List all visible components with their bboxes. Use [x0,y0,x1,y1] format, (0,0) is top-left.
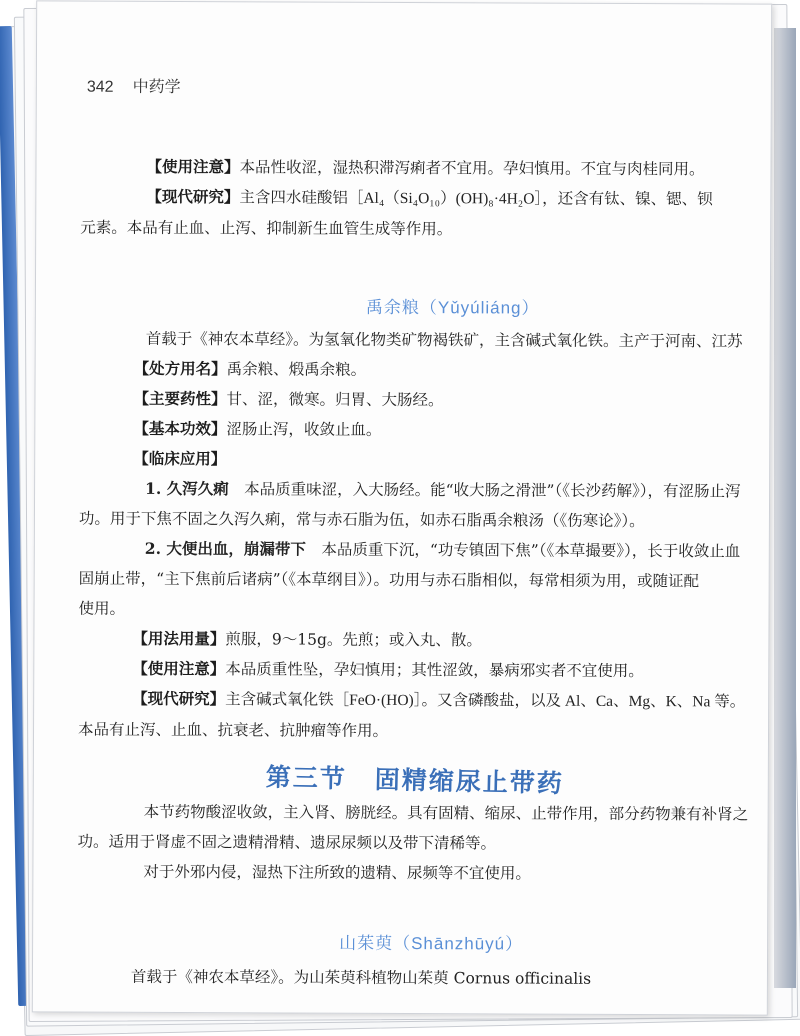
text-line: 【临床应用】 [133,448,227,469]
text-line: 2. 大便出血，崩漏带下 本品质重下沉，“功专镇固下焦”（《本草撮要》），长于收敛止血 [144,538,741,561]
book-title: 中药学 [132,76,181,97]
text-line: 1. 久泻久痢 本品质重味涩，入大肠经。能“收大肠之滑泄”（《长沙药解》），有涩肠止泻 [145,478,741,501]
text-line: 【现代研究】主含四水硅酸铝［Al₄（Si₄O₁₀）(OH)₈·4H₂O］，还含有钛、镍、锶、钡 [146,186,713,209]
text-line: 功。用于下焦不固之久泻久痢，常与赤石脂为伍，如赤石脂禹余粮汤（《伤寒论》）。 [78,509,645,531]
text-line: 首载于《神农本草经》。为氢氧化物类矿物褐铁矿，主含碱式氧化铁。主产于河南、江苏 [145,329,743,351]
page-header [87,74,181,97]
text-line: 功。适用于肾虚不固之遗精滑精、遗尿尿频以及带下清稀等。 [77,832,497,853]
text-line: 【用法用量】煎服，9～15g。先煎；或入丸、散。 [132,628,482,650]
text-line: 【处方用名】禹余粮、煅禹余粮。 [133,358,367,379]
text-line: 【使用注意】本品性收涩，湿热积滞泻痢者不宜用。孕妇慎用。不宜与肉桂同用。 [146,156,705,179]
herb-title-shanzhuyu: 山茱萸（Shānzhūyú） [339,933,524,954]
text-line: 元素。本品有止血、止泻、抑制新生血管生成等作用。 [80,218,453,239]
page-number: 342 [86,78,114,96]
text-line: 首载于《神农本草经》。为山茱萸科植物山茱萸 Cornus officinalis [130,967,592,988]
text-line: 本品有止泻、止血、抗衰老、抗肿瘤等作用。 [77,720,389,740]
page-stack-edge [774,28,796,988]
section-heading [265,758,592,801]
text-line: 【现代研究】主含碱式氧化铁［FeO·(HO)］。又含磷酸盐，以及 Al、Ca、Mg、K、Na 等。 [132,688,746,711]
block-prev-herb [76,152,713,246]
text-line: 【使用注意】本品质重性坠，孕妇慎用；其性涩敛，暴病邪实者不宜使用。 [132,658,644,681]
text-line: 【基本功效】涩肠止泻，收敛止血。 [133,418,382,439]
herb-title-yuyuliang: 禹余粮（Yǔyúliáng） [365,297,540,318]
block-yuyuliang [74,324,747,748]
section-number: 第三节 [265,762,348,794]
text-line: 使用。 [78,599,126,618]
text-line: 本节药物酸涩收敛，主入肾、膀胱经。具有固精、缩尿、止带作用，部分药物兼有补肾之 [143,802,749,824]
book-page [32,0,772,1015]
text-line: 对于外邪内侵，湿热下注所致的遗精、尿频等不宜使用。 [143,862,531,883]
text-line: 固崩止带，“主下焦前后诸病”（《本草纲目》）。功用与赤石脂相似，每常相须为用，或随证配 [78,569,700,591]
section-intro [73,797,748,890]
section-title-text: 固精缩尿止带药 [374,764,565,799]
block-shanzhuyu [73,962,591,994]
text-line: 【主要药性】甘、涩，微寒。归胃、大肠经。 [133,388,444,410]
